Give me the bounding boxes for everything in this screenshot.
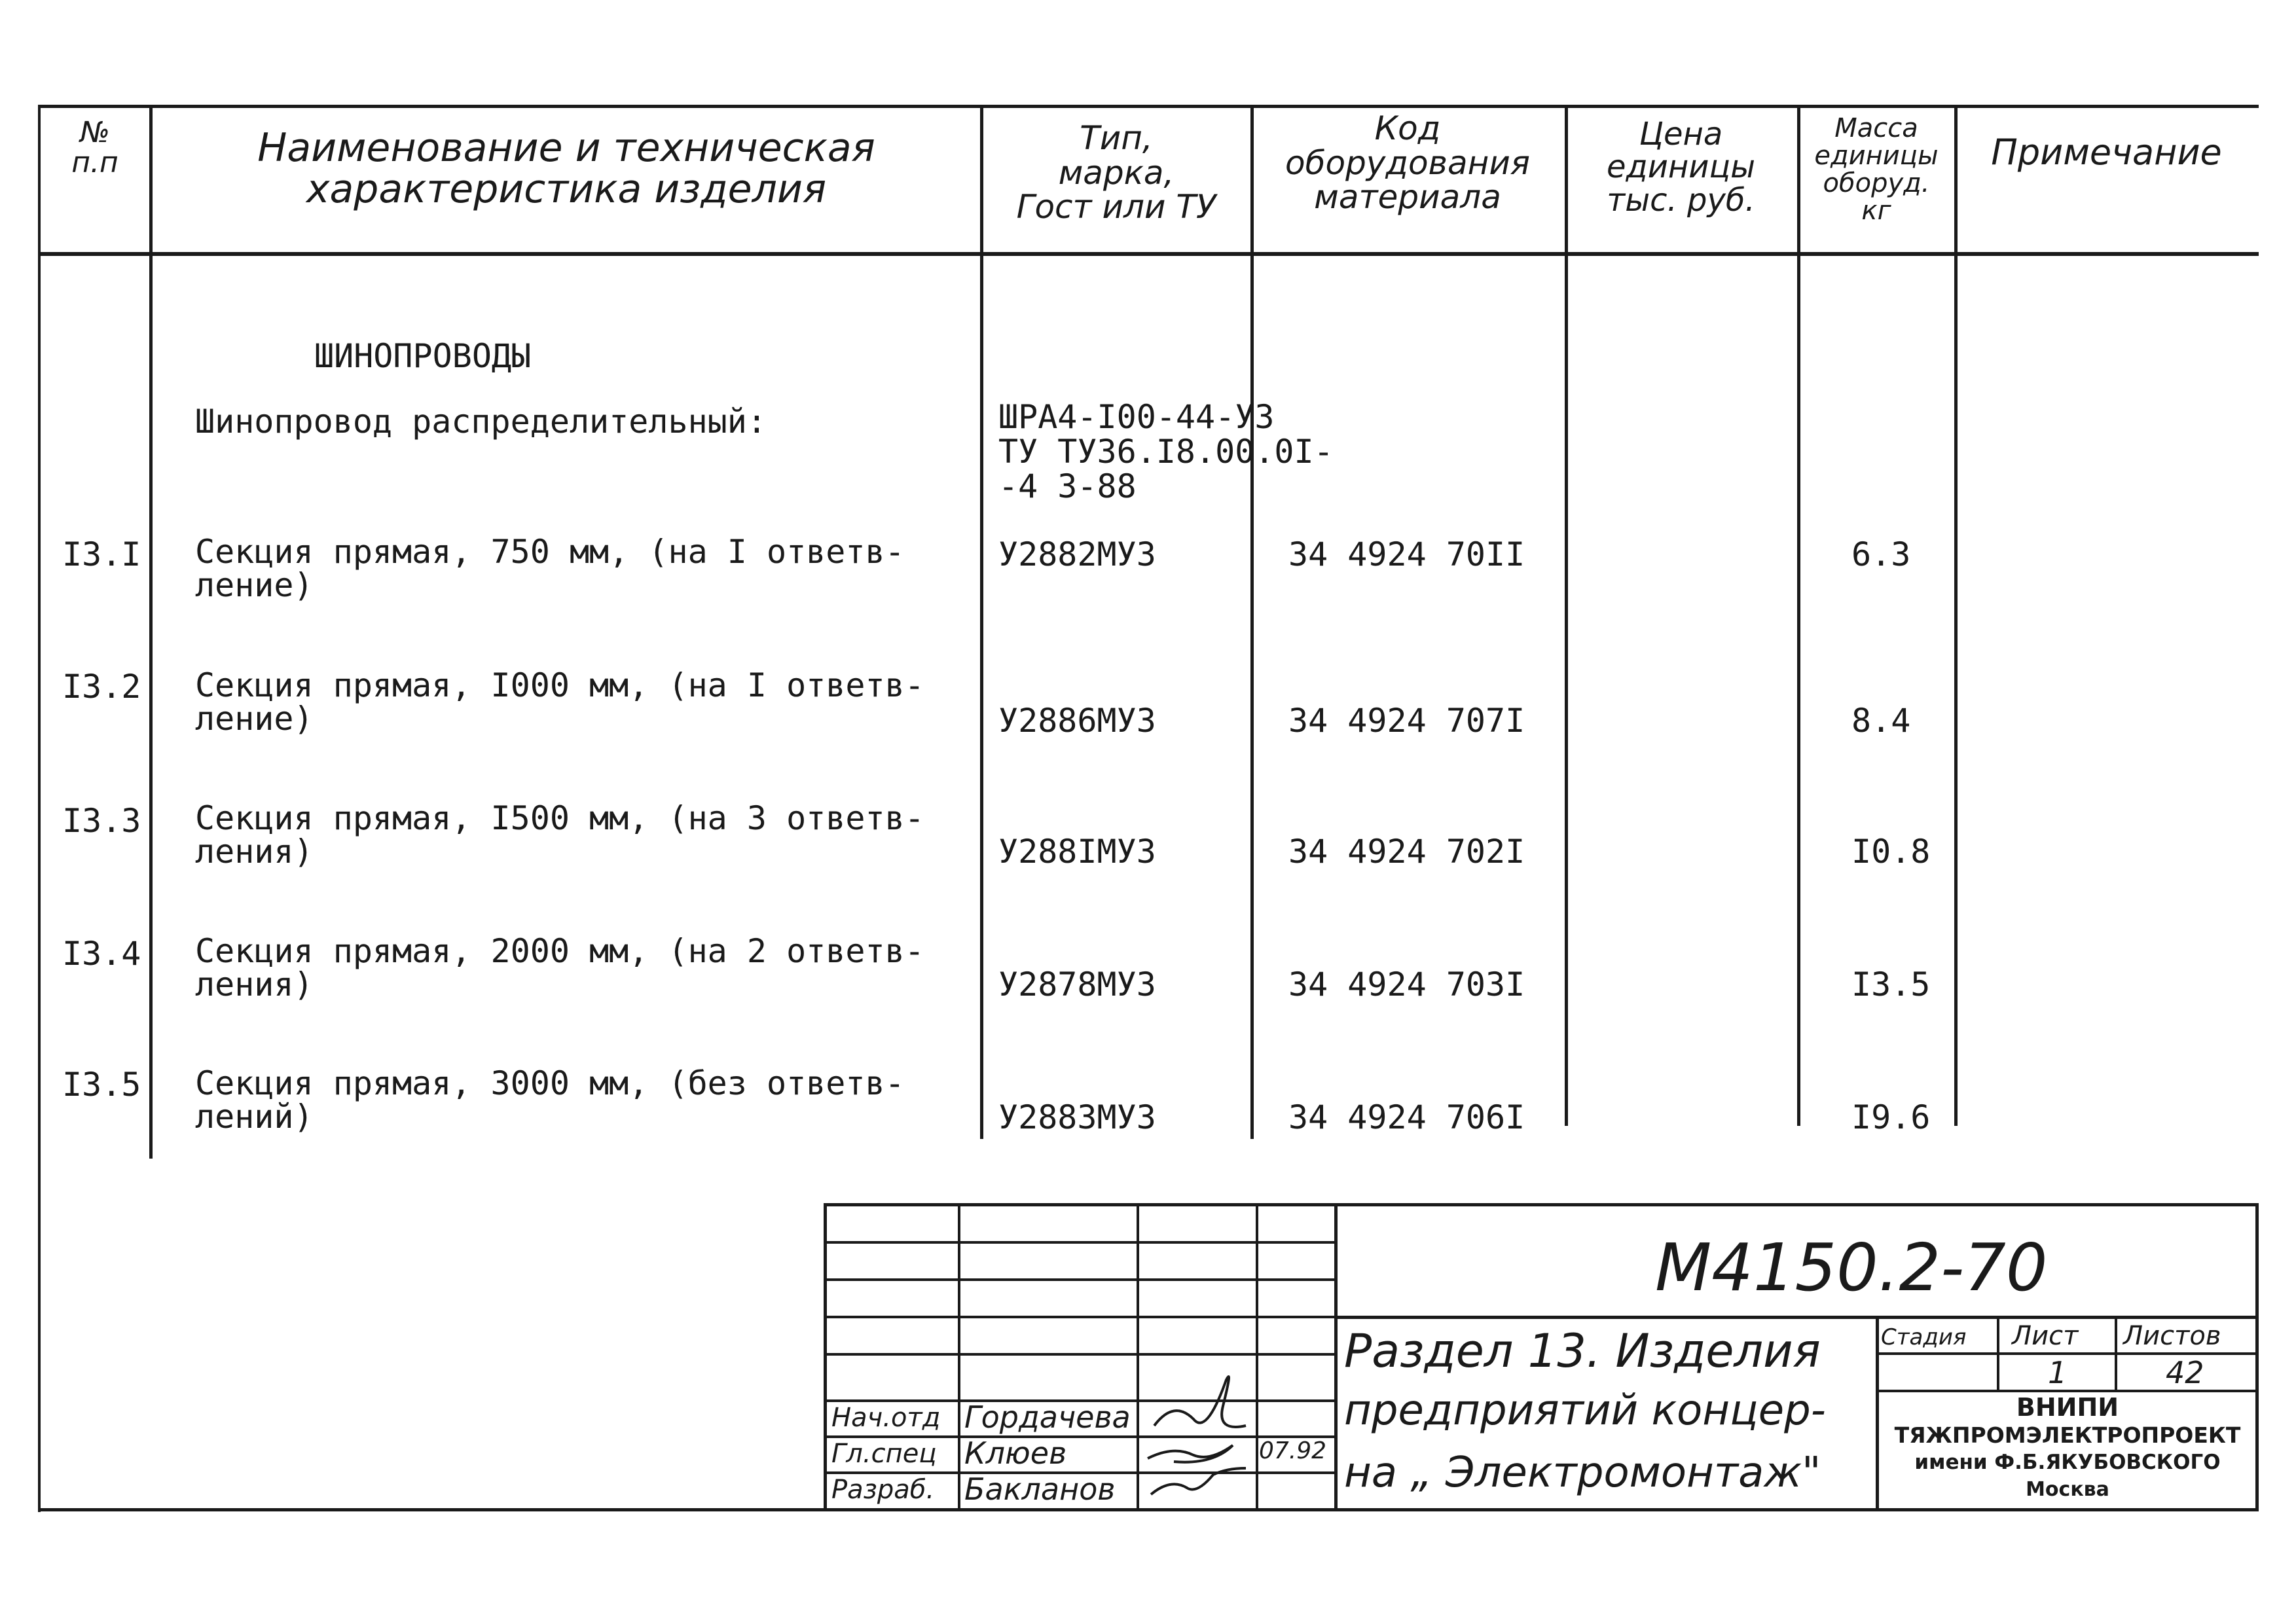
row-4-num: I3.4 [62,935,141,973]
row-3-mass: I0.8 [1851,833,1931,871]
sig-name-2: Клюев [964,1435,1067,1471]
header-type: Тип, марка, Гост или ТУ [1016,119,1216,226]
row-2-num: I3.2 [62,668,141,706]
row-4-mass: I3.5 [1851,965,1931,1003]
left-page-border [38,105,41,1512]
header-name: Наименование и техническая характеристика изделия [257,125,875,212]
tb-stage-v2 [2115,1316,2117,1391]
row-1-mass: 6.3 [1851,535,1911,573]
header-note: Примечание [1991,132,2222,173]
org-line-1: ВНИПИ [2016,1393,2119,1422]
tb-grid-v2 [1137,1203,1139,1511]
row-1-name: Секция прямая, 750 мм, (на I ответв- ление) [195,533,905,604]
col-sep-4 [1565,105,1568,1126]
row-1-code: 34 4924 70II [1288,535,1525,573]
row-3-name: Секция прямая, I500 мм, (на 3 ответв- ления) [195,799,924,871]
sheet-value: 1 [2048,1355,2068,1390]
header-mass: Масса единицы оборуд. кг [1814,113,1939,226]
tb-stage-v1 [1997,1316,1999,1391]
table-top-border [39,105,2259,108]
row-1-type: У2882МУЗ [998,535,1156,573]
row-4-code: 34 4924 703I [1288,965,1525,1003]
tb-grid-h1 [824,1241,1336,1244]
row-3-type: У288IМУЗ [998,833,1156,871]
tb-grid-v4 [1334,1203,1338,1511]
section-type-line-2: ТУ ТУ36.I8.00.0I- [998,433,1334,471]
org-line-3: имени Ф.Б.ЯКУБОВСКОГО [1914,1451,2221,1474]
section-type-line-3: -4 3-88 [998,467,1137,505]
tb-grid-h4 [824,1353,1336,1356]
tb-grid-h3 [824,1316,1336,1318]
title-line-2: предприятий концер- [1344,1386,1826,1435]
sig-role-1: Нач.отд [831,1403,941,1433]
header-bottom-border [39,252,2259,256]
doc-code: М4150.2-70 [1655,1229,2048,1306]
section-type-line-1: ШРА4-I00-44-УЗ [998,398,1275,436]
tb-bottom-border [38,1508,2259,1511]
sig-role-3: Разраб. [831,1475,935,1505]
sig-role-2: Гл.спец [831,1439,937,1469]
title-line-3: на „ Электромонтаж" [1344,1449,1821,1497]
sig-date: 07.92 [1259,1437,1327,1464]
tb-grid-h2 [824,1278,1336,1281]
stage-label: Стадия [1881,1324,1967,1350]
row-5-num: I3.5 [62,1066,141,1104]
col-sep-6 [1954,105,1958,1126]
title-line-1: Раздел 13. Изделия [1344,1324,1821,1378]
col-sep-3 [1250,105,1254,1139]
tb-grid-v1 [958,1203,960,1511]
signature-scribbles [1141,1363,1252,1507]
header-price: Цена единицы тыс. руб. [1606,116,1756,219]
col-sep-1 [149,105,153,1159]
tb-grid-v3 [1256,1203,1258,1511]
row-2-type: У2886МУЗ [998,702,1156,740]
row-5-name: Секция прямая, 3000 мм, (без ответв- лений) [195,1064,905,1136]
org-line-4: Москва [2026,1478,2109,1501]
row-1-num: I3.I [62,535,141,573]
sheet-label: Лист [2012,1321,2079,1351]
sig-name-1: Гордачева [964,1399,1131,1435]
row-5-mass: I9.6 [1851,1098,1931,1136]
col-sep-5 [1797,105,1800,1126]
title-block [824,1203,2259,1511]
col-sep-2 [980,105,983,1139]
sheets-value: 42 [2166,1355,2204,1390]
row-5-type: У2883МУЗ [998,1098,1156,1136]
tb-top-border [824,1203,2259,1206]
row-4-name: Секция прямая, 2000 мм, (на 2 ответв- ления) [195,932,924,1003]
row-2-code: 34 4924 707I [1288,702,1525,740]
section-title: ШИНОПРОВОДЫ [314,337,532,375]
sig-name-3: Бакланов [964,1471,1116,1507]
header-code: Код оборудования материала [1285,109,1530,216]
row-2-name: Секция прямая, I000 мм, (на I ответв- ление) [195,666,924,738]
tb-code-divider [1334,1316,2259,1319]
row-4-type: У2878МУЗ [998,965,1156,1003]
row-3-num: I3.3 [62,802,141,840]
sheets-label: Листов [2123,1321,2221,1351]
tb-left-border [824,1203,827,1511]
header-num: № п.п [71,116,118,180]
row-3-code: 34 4924 702I [1288,833,1525,871]
section-subtitle: Шинопровод распределительный: [195,403,767,441]
row-2-mass: 8.4 [1851,702,1911,740]
row-5-code: 34 4924 706I [1288,1098,1525,1136]
org-line-2: ТЯЖПРОМЭЛЕКТРОПРОЕКТ [1894,1422,2241,1448]
